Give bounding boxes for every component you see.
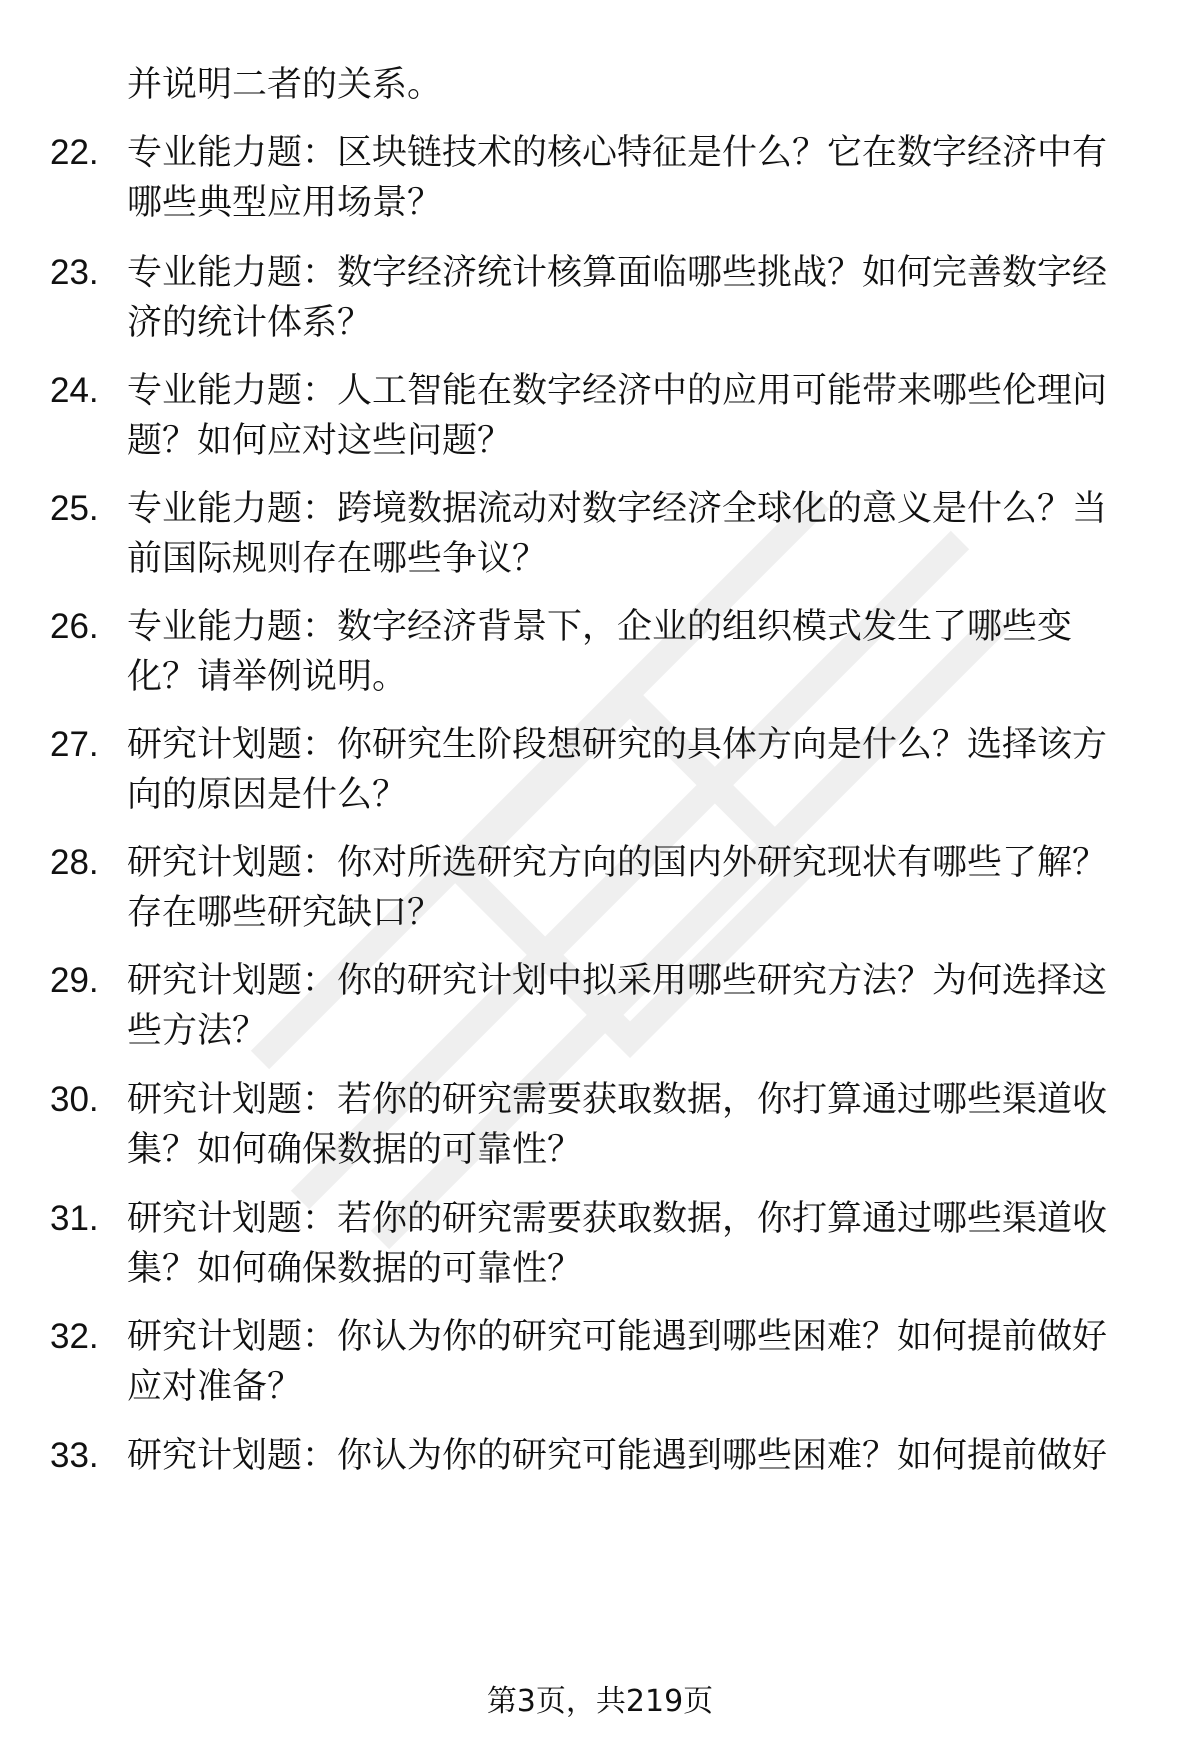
question-number: 25. — [50, 489, 99, 528]
question-text: 研究计划题：你研究生阶段想研究的具体方向是什么？选择该方 向的原因是什么？ — [127, 725, 1108, 815]
question-text: 专业能力题：数字经济背景下，企业的组织模式发生了哪些变 化？请举例说明。 — [127, 607, 1073, 697]
question-text: 研究计划题：若你的研究需要获取数据，你打算通过哪些渠道收 集？如何确保数据的可靠性？ — [127, 1080, 1108, 1170]
continued-line: 并说明二者的关系。 — [127, 65, 443, 105]
question-26 — [50, 602, 1160, 702]
question-number: 28. — [50, 843, 99, 882]
question-33 — [50, 1431, 1160, 1481]
question-text: 专业能力题：区块链技术的核心特征是什么？它在数字经济中有 哪些典型应用场景？ — [127, 133, 1108, 223]
question-28 — [50, 838, 1160, 938]
question-number: 24. — [50, 371, 99, 410]
question-25 — [50, 484, 1160, 584]
question-text: 专业能力题：数字经济统计核算面临哪些挑战？如何完善数字经 济的统计体系？ — [127, 253, 1108, 343]
question-number: 23. — [50, 253, 99, 292]
question-29 — [50, 956, 1160, 1056]
question-number: 26. — [50, 607, 99, 646]
question-text: 专业能力题：人工智能在数字经济中的应用可能带来哪些伦理问 题？如何应对这些问题？ — [127, 371, 1108, 461]
question-22 — [50, 128, 1160, 228]
question-number: 32. — [50, 1317, 99, 1356]
question-number: 30. — [50, 1080, 99, 1119]
question-31 — [50, 1194, 1160, 1294]
question-text: 研究计划题：你认为你的研究可能遇到哪些困难？如何提前做好 应对准备？ — [127, 1317, 1108, 1407]
question-23 — [50, 248, 1160, 348]
question-number: 22. — [50, 133, 99, 172]
question-number: 31. — [50, 1199, 99, 1238]
question-24 — [50, 366, 1160, 466]
question-30 — [50, 1075, 1160, 1175]
question-27 — [50, 720, 1160, 820]
question-number: 29. — [50, 961, 99, 1000]
question-text: 研究计划题：你对所选研究方向的国内外研究现状有哪些了解？ 存在哪些研究缺口？ — [127, 843, 1108, 933]
question-text: 专业能力题：跨境数据流动对数字经济全球化的意义是什么？当 前国际规则存在哪些争议？ — [127, 489, 1108, 579]
question-number: 33. — [50, 1436, 99, 1475]
question-number: 27. — [50, 725, 99, 764]
question-32 — [50, 1312, 1160, 1412]
page-footer: 第3页，共219页 — [486, 1684, 714, 1719]
question-text: 研究计划题：你的研究计划中拟采用哪些研究方法？为何选择这 些方法？ — [127, 961, 1108, 1051]
question-text: 研究计划题：你认为你的研究可能遇到哪些困难？如何提前做好 — [127, 1436, 1108, 1476]
question-text: 研究计划题：若你的研究需要获取数据，你打算通过哪些渠道收 集？如何确保数据的可靠性？ — [127, 1199, 1108, 1289]
